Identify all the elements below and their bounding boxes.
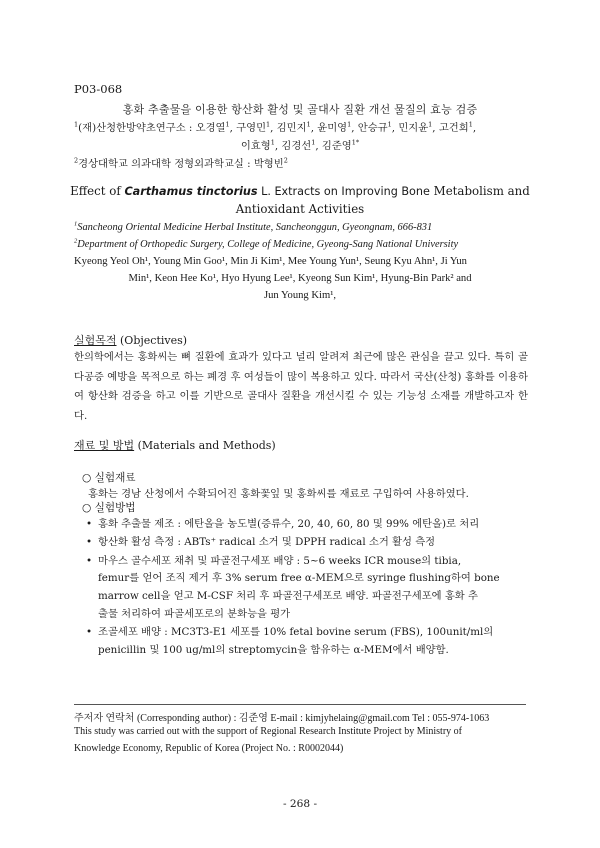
korean-author: 고건희 xyxy=(438,122,469,134)
korean-author: 이효형 xyxy=(240,140,271,152)
bullet-icon: • xyxy=(86,555,93,567)
english-title-text: L. Extracts on Improving Bone xyxy=(257,185,430,198)
korean-affiliation-2: $^2$경상대학교 의과대학 정형외과학교실 : 박형빈$^2$ xyxy=(74,156,288,170)
korean-author: 민지윤 xyxy=(398,122,429,134)
korean-title: 홍화 추출물을 이용한 항산화 활성 및 골대사 질환 개선 물질의 효능 검증 xyxy=(122,103,478,116)
footnote-corresponding: 주저자 연락처 (Corresponding author) : 김준영 E-mail : kimjyhelaing@gmail.com Tel : 055-974-1063 xyxy=(74,713,490,724)
method-bullet-3-cont: marrow cell을 얻고 M-CSF 처리 후 파골전구세포로 배양. 파골전구세포에 홍화 추 xyxy=(98,590,478,602)
materials-text: 홍화는 경남 산청에서 수확되어진 홍화꽃잎 및 홍화씨를 재료로 구입하여 사용하였다. xyxy=(88,488,469,500)
bullet-text: 홍화 추출물 제조 : 에탄올을 농도별(증류수, 20, 40, 60, 80 및 99% 에탄올)로 처리 xyxy=(98,518,480,530)
species-name: Carthamus tinctorius xyxy=(124,185,258,198)
method-bullet-3-cont: femur를 얻어 조직 제거 후 3% serum free α-MEM으로 syringe flushing하여 bone xyxy=(98,572,500,584)
section-heading-objectives xyxy=(74,332,187,348)
bullet-icon: • xyxy=(86,518,93,530)
korean-author: 김준영 xyxy=(321,140,352,152)
objectives-paragraph: 한의학에서는 홍화씨는 뼈 질환에 효과가 있다고 널리 알려져 최근에 많은 관심을 끌고 있다. 특히 골다공증 예방을 목적으로 하는 폐경 후 여성들이 많이 복용하고 있다. 따라서 국산(산청) 홍화를 이용하여 항산화 검증을 하고 이를 기반으로 골대사 질환을 개선시킬 수 있는 기능성 소재를 개발하고자 한다. xyxy=(74,351,528,422)
korean-affiliation-2-text: 경상대학교 의과대학 정형외과학교실 : 박형빈 xyxy=(78,158,284,170)
korean-affiliation-1: $^1$(재)산청한방약초연구소 : 오경열$^1$, 구영민$^1$, 김민지$^1$, 윤미영$^1$, 안승규$^1$, 민지윤$^1$, 고건희$^1$, xyxy=(74,120,477,134)
korean-author: 김민지 xyxy=(276,122,307,134)
footnote-funding-1: This study was carried out with the support of Regional Research Institute Project by Ministry of xyxy=(74,726,462,737)
institution-2: $^2$Department of Orthopedic Surgery, College of Medicine, Gyeong-Sang National University xyxy=(74,237,459,250)
english-title-line-1 xyxy=(0,184,600,198)
section-heading-methods xyxy=(74,437,276,453)
footnote-divider xyxy=(74,704,526,705)
bullet-icon: • xyxy=(86,626,93,638)
english-authors-line-1: Kyeong Yeol Oh¹, Young Min Goo¹, Min Ji Kim¹, Mee Young Yun¹, Seung Kyu Ahn¹, Ji Yun xyxy=(74,256,467,267)
materials-heading: ○ 실험재료 xyxy=(82,472,136,484)
korean-affiliation-1-prefix: (재)산청한방약초연구소 : 오경열 xyxy=(78,122,226,134)
english-title-text: Metabolism and xyxy=(429,184,530,198)
english-title-text: Effect of xyxy=(70,184,125,198)
institution-1: $^1$Sancheong Oriental Medicine Herbal Institute, Sancheonggun, Gyeongnam, 666-831 xyxy=(74,220,433,233)
korean-author: 김경선 xyxy=(281,140,312,152)
bullet-text: 항산화 활성 측정 : ABTs⁺ radical 소거 및 DPPH radical 소거 활성 측정 xyxy=(98,536,436,548)
institution-2-text: Department of Orthopedic Surgery, College of Medicine, Gyeong-Sang National University xyxy=(77,239,459,250)
korean-author: 안승규 xyxy=(357,122,388,134)
method-bullet-4 xyxy=(86,623,528,638)
method-bullet-1 xyxy=(86,515,528,530)
korean-authors-line-2: 이효형$^1$, 김경선$^1$, 김준영$^{1*}$ xyxy=(240,138,360,152)
paper-code: P03-068 xyxy=(74,82,123,96)
section-heading-english: (Materials and Methods) xyxy=(134,439,276,452)
section-heading-korean: 실험목적 xyxy=(74,334,117,347)
korean-author: 윤미영 xyxy=(317,122,348,134)
methods-heading: ○ 실험방법 xyxy=(82,502,136,514)
english-title-line-2: Antioxidant Activities xyxy=(235,202,365,216)
english-authors-line-2: Min¹, Keon Hee Ko¹, Hyo Hyung Lee¹, Kyeong Sun Kim¹, Hyung-Bin Park² and xyxy=(128,273,472,284)
footnote-funding-2: Knowledge Economy, Republic of Korea (Project No. : R0002044) xyxy=(74,743,344,754)
method-bullet-4-cont: penicillin 및 100 ug/ml의 streptomycin을 함유하는 α-MEM에서 배양함. xyxy=(98,644,449,656)
bullet-text: 마우스 골수세포 채취 및 파골전구세포 배양 : 5~6 weeks ICR mouse의 tibia, xyxy=(98,555,462,567)
korean-author: 구영민 xyxy=(236,122,267,134)
method-bullet-2 xyxy=(86,533,528,548)
method-bullet-3 xyxy=(86,552,528,567)
section-heading-english: (Objectives) xyxy=(116,334,188,347)
method-bullet-3-cont: 출물 처리하여 파골세포로의 분화능을 평가 xyxy=(98,608,291,620)
english-authors-line-3: Jun Young Kim¹, xyxy=(263,290,337,301)
bullet-text: 조골세포 배양 : MC3T3-E1 세포를 10% fetal bovine serum (FBS), 100unit/ml의 xyxy=(98,626,494,638)
bullet-icon: • xyxy=(86,536,93,548)
section-heading-korean: 재료 및 방법 xyxy=(74,439,135,452)
institution-1-text: Sancheong Oriental Medicine Herbal Institute, Sancheonggun, Gyeongnam, 666-831 xyxy=(77,222,433,233)
page-number: - 268 - xyxy=(282,798,318,810)
